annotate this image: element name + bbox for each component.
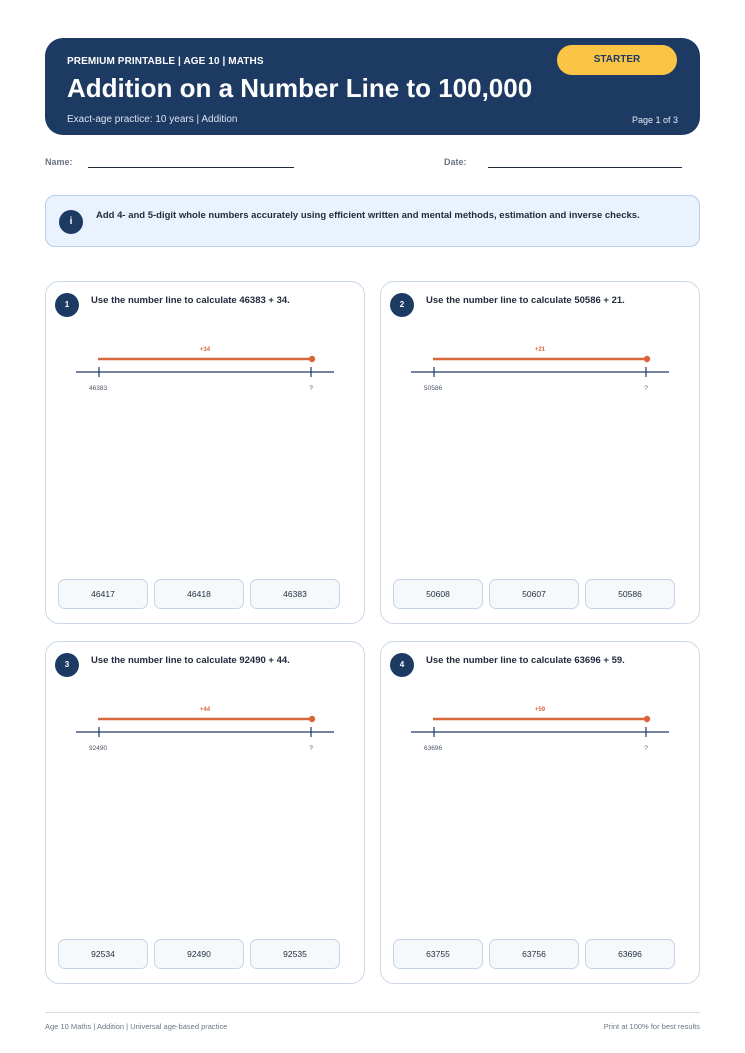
start-value: 92490 (89, 745, 108, 752)
question-card (380, 641, 700, 984)
start-value: 46383 (89, 385, 108, 392)
footer-left-text: Age 10 Maths | Addition | Universal age-based practice (45, 1022, 228, 1031)
header-kicker: PREMIUM PRINTABLE | AGE 10 | MATHS (67, 56, 264, 67)
question-prompt: Use the number line to calculate 50586 + 21. (426, 295, 625, 306)
answer-option[interactable]: 46417 (58, 579, 148, 609)
question-number: 3 (55, 653, 79, 677)
header-subtitle: Exact-age practice: 10 years | Addition (67, 114, 238, 125)
objective-text: Add 4- and 5-digit whole numbers accurately using efficient written and mental methods, estimation and inverse checks. (96, 210, 640, 221)
jump-label: +44 (199, 707, 211, 713)
info-icon: i (59, 210, 83, 234)
answer-option[interactable]: 63756 (489, 939, 579, 969)
question-prompt: Use the number line to calculate 46383 + 34. (91, 295, 290, 306)
answer-options (393, 579, 675, 609)
question-number: 2 (390, 293, 414, 317)
jump-end-dot (644, 356, 650, 362)
question-number: 1 (55, 293, 79, 317)
number-line (381, 337, 701, 397)
jump-end-dot (309, 356, 315, 362)
number-line (46, 697, 366, 757)
answer-option[interactable]: 50607 (489, 579, 579, 609)
number-line (381, 697, 701, 757)
answer-options (393, 939, 675, 969)
date-label: Date: (444, 157, 467, 167)
jump-label: +21 (534, 347, 546, 353)
answer-option[interactable]: 46418 (154, 579, 244, 609)
answer-option[interactable]: 92534 (58, 939, 148, 969)
question-number: 4 (390, 653, 414, 677)
jump-end-dot (309, 716, 315, 722)
question-prompt: Use the number line to calculate 92490 + 44. (91, 655, 290, 666)
jump-label: +59 (534, 707, 546, 713)
question-card (45, 641, 365, 984)
answer-option[interactable]: 92535 (250, 939, 340, 969)
question-card (45, 281, 365, 624)
answer-options (58, 579, 340, 609)
end-value: ? (644, 385, 648, 392)
name-line[interactable] (88, 167, 294, 168)
footer-right-text: Print at 100% for best results (603, 1022, 700, 1031)
answer-option[interactable]: 50608 (393, 579, 483, 609)
name-label: Name: (45, 157, 73, 167)
start-value: 63696 (424, 745, 443, 752)
worksheet-header (45, 38, 700, 135)
end-value: ? (309, 745, 313, 752)
page-title: Addition on a Number Line to 100,000 (67, 73, 533, 103)
answer-option[interactable]: 46383 (250, 579, 340, 609)
answer-options (58, 939, 340, 969)
answer-option[interactable]: 50586 (585, 579, 675, 609)
footer-divider (45, 1012, 700, 1013)
answer-option[interactable]: 63755 (393, 939, 483, 969)
jump-label: +34 (199, 347, 211, 353)
answer-option[interactable]: 92490 (154, 939, 244, 969)
start-value: 50586 (424, 385, 443, 392)
answer-option[interactable]: 63696 (585, 939, 675, 969)
level-badge: STARTER (557, 45, 677, 75)
date-line[interactable] (488, 167, 682, 168)
question-card (380, 281, 700, 624)
number-line (46, 337, 366, 397)
end-value: ? (644, 745, 648, 752)
question-prompt: Use the number line to calculate 63696 + 59. (426, 655, 625, 666)
jump-end-dot (644, 716, 650, 722)
objective-banner (45, 195, 700, 247)
end-value: ? (309, 385, 313, 392)
page-indicator: Page 1 of 3 (631, 115, 678, 125)
